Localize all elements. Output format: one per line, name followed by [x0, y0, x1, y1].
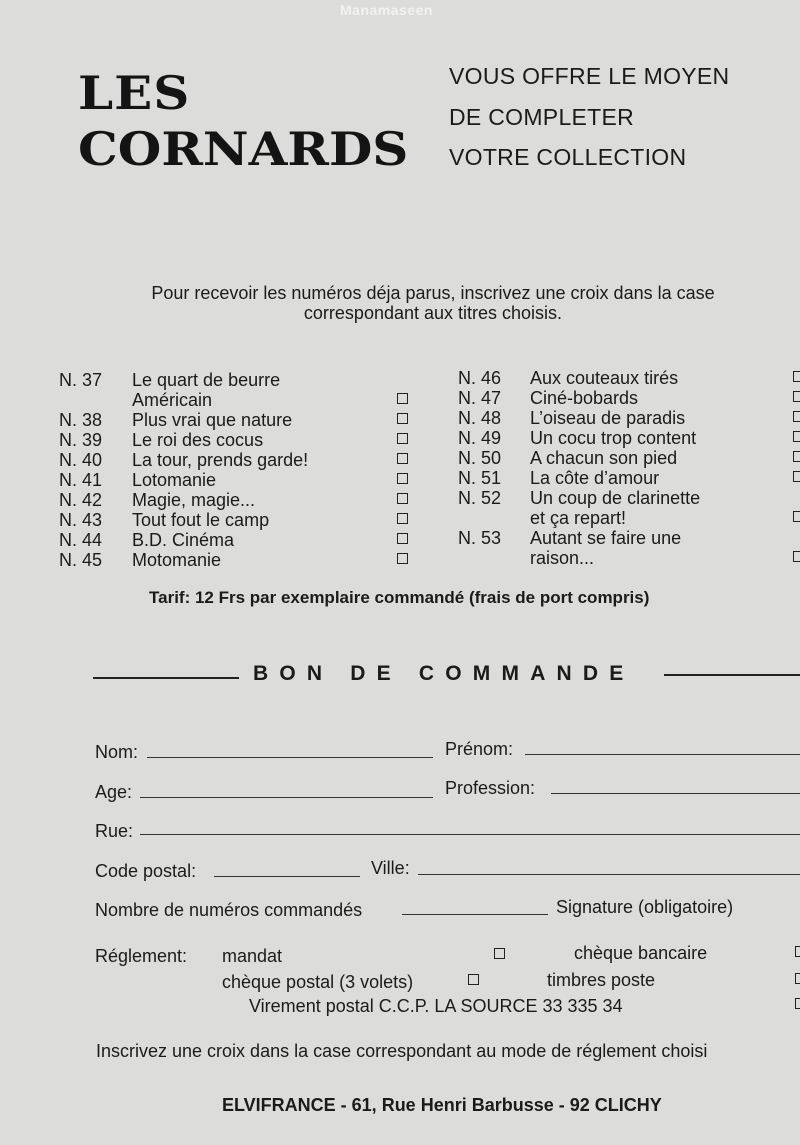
checkbox-n53[interactable] — [793, 551, 800, 562]
order-form-title: BON DE COMMANDE — [253, 662, 635, 685]
issue-number: N. 42 — [59, 490, 103, 510]
payment-instruction: Inscrivez une croix dans la case correspondant au mode de réglement choisi — [96, 1041, 708, 1061]
issue-title: Motomanie — [132, 550, 222, 570]
intro-line-2: correspondant aux titres choisis. — [303, 303, 563, 323]
nombre-label: Nombre de numéros commandés — [95, 900, 363, 920]
profession-field[interactable] — [551, 793, 800, 794]
issue-title: La tour, prends garde! — [132, 450, 309, 470]
offer-line-3: VOTRE COLLECTION — [449, 144, 687, 170]
ville-label: Ville: — [371, 858, 410, 878]
code-postal-field[interactable] — [214, 876, 360, 877]
issue-number: N. 47 — [458, 388, 502, 408]
issue-title: Autant se faire une — [530, 528, 682, 548]
issue-title: Ciné-bobards — [530, 388, 639, 408]
issue-title: Un coup de clarinette — [530, 488, 701, 508]
ville-field[interactable] — [418, 874, 800, 875]
offer-line-1: VOUS OFFRE LE MOYEN — [449, 63, 730, 89]
issue-number: N. 37 — [59, 370, 103, 390]
profession-label: Profession: — [445, 778, 536, 798]
mandat-label: mandat — [222, 946, 283, 966]
offer-line-2: DE COMPLETER — [449, 104, 635, 130]
checkbox-n50[interactable] — [793, 451, 800, 462]
checkbox-n44[interactable] — [397, 533, 408, 544]
checkbox-n48[interactable] — [793, 411, 800, 422]
checkbox-n39[interactable] — [397, 433, 408, 444]
virement-checkbox[interactable] — [795, 998, 800, 1009]
checkbox-n43[interactable] — [397, 513, 408, 524]
issue-number: N. 48 — [458, 408, 502, 428]
checkbox-n46[interactable] — [793, 371, 800, 382]
issue-number: N. 45 — [59, 550, 103, 570]
virement-label: Virement postal C.C.P. LA SOURCE 33 335 34 — [249, 996, 623, 1016]
checkbox-n52[interactable] — [793, 511, 800, 522]
checkbox-n49[interactable] — [793, 431, 800, 442]
checkbox-n40[interactable] — [397, 453, 408, 464]
price-note: Tarif: 12 Frs par exemplaire commandé (frais de port compris) — [149, 588, 650, 607]
mandat-checkbox[interactable] — [494, 948, 505, 959]
issue-title: L’oiseau de paradis — [530, 408, 686, 428]
issue-title: raison... — [530, 548, 595, 568]
checkbox-n47[interactable] — [793, 391, 800, 402]
divider-left — [93, 677, 239, 679]
issue-number: N. 39 — [59, 430, 103, 450]
cheque-bancaire-label: chèque bancaire — [574, 943, 708, 963]
timbres-checkbox[interactable] — [795, 973, 800, 984]
age-field[interactable] — [140, 797, 433, 798]
issue-number: N. 41 — [59, 470, 103, 490]
checkbox-n38[interactable] — [397, 413, 408, 424]
checkbox-n51[interactable] — [793, 471, 800, 482]
issue-number: N. 49 — [458, 428, 502, 448]
issue-title: A chacun son pied — [530, 448, 678, 468]
cheque-bancaire-checkbox[interactable] — [795, 946, 800, 957]
issue-number: N. 52 — [458, 488, 502, 508]
issue-title: Tout fout le camp — [132, 510, 270, 530]
issue-title: Américain — [132, 390, 213, 410]
checkbox-n37[interactable] — [397, 393, 408, 404]
age-label: Age: — [95, 782, 133, 802]
nom-field[interactable] — [147, 757, 433, 758]
timbres-label: timbres poste — [547, 970, 656, 990]
rue-label: Rue: — [95, 821, 134, 841]
issue-number: N. 44 — [59, 530, 103, 550]
issue-title: Aux couteaux tirés — [530, 368, 679, 388]
issue-number: N. 51 — [458, 468, 502, 488]
issue-number: N. 46 — [458, 368, 502, 388]
prenom-label: Prénom: — [445, 739, 514, 759]
checkbox-n45[interactable] — [397, 553, 408, 564]
issue-number: N. 50 — [458, 448, 502, 468]
issue-title: et ça repart! — [530, 508, 627, 528]
issue-title: Le quart de beurre — [132, 370, 281, 390]
code-postal-label: Code postal: — [95, 861, 197, 881]
issue-title: Le roi des cocus — [132, 430, 264, 450]
cheque-postal-label: chèque postal (3 volets) — [222, 972, 414, 992]
prenom-field[interactable] — [525, 754, 800, 755]
checkbox-n42[interactable] — [397, 493, 408, 504]
intro-line-1: Pour recevoir les numéros déja parus, inscrivez une croix dans la case — [151, 283, 715, 303]
issue-number: N. 43 — [59, 510, 103, 530]
issue-number: N. 38 — [59, 410, 103, 430]
divider-right — [664, 674, 800, 676]
issue-number: N. 53 — [458, 528, 502, 548]
nom-label: Nom: — [95, 742, 139, 762]
logo-line-2: CORNARDS — [78, 122, 409, 177]
issue-title: Magie, magie... — [132, 490, 256, 510]
issue-title: La côte d’amour — [530, 468, 660, 488]
issue-title: Lotomanie — [132, 470, 217, 490]
issue-title: B.D. Cinéma — [132, 530, 235, 550]
watermark: Manamaseen — [340, 2, 433, 18]
signature-label: Signature (obligatoire) — [556, 897, 734, 917]
issue-number: N. 40 — [59, 450, 103, 470]
rue-field[interactable] — [140, 834, 800, 835]
issue-title: Un cocu trop content — [530, 428, 697, 448]
payment-label: Réglement: — [95, 946, 188, 966]
issue-title: Plus vrai que nature — [132, 410, 293, 430]
checkbox-n41[interactable] — [397, 473, 408, 484]
nombre-field[interactable] — [402, 914, 548, 915]
logo-line-1: LES — [78, 66, 191, 121]
publisher-address: ELVIFRANCE - 61, Rue Henri Barbusse - 92 CLICHY — [222, 1095, 662, 1115]
cheque-postal-checkbox[interactable] — [468, 974, 479, 985]
